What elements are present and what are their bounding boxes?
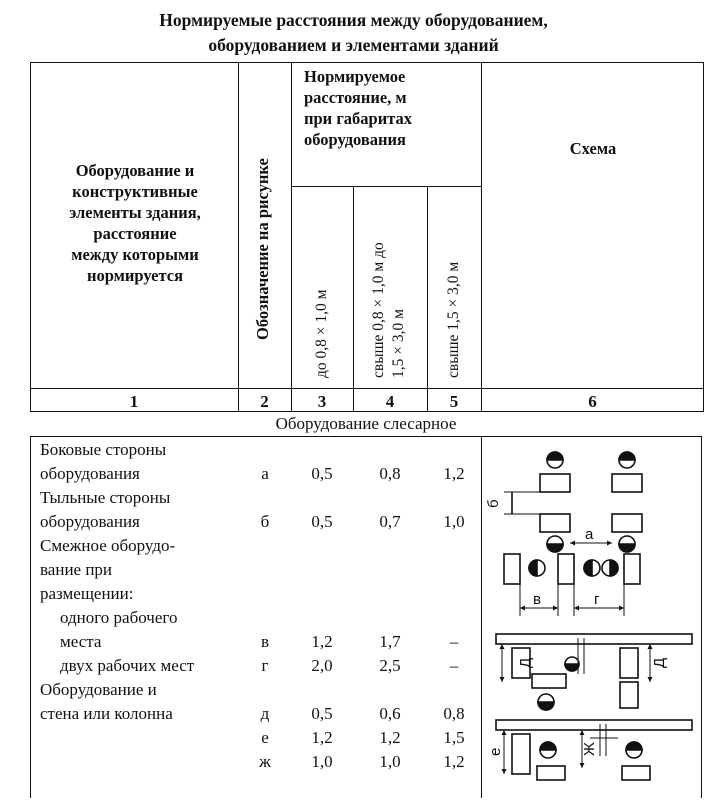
machine-rect — [620, 648, 638, 678]
row-value: 0,6 — [379, 704, 401, 723]
worker-icon — [547, 536, 563, 552]
row-value: 0,8 — [379, 464, 401, 483]
row-mark: е — [261, 728, 269, 747]
schema-label-g: г — [594, 591, 600, 608]
machine-rect — [612, 514, 642, 532]
header-divider-3-4 — [353, 186, 354, 412]
row-value: – — [449, 632, 459, 651]
table-title — [0, 8, 707, 58]
schema-label-b: б — [485, 499, 502, 508]
header-divider-5-6 — [481, 62, 482, 412]
header-col1-line: Оборудование и — [75, 161, 195, 180]
header-col4-line1: свыше 0,8 × 1,0 м до — [370, 242, 387, 378]
row-value: 1,5 — [443, 728, 465, 747]
machine-rect — [512, 734, 530, 774]
header-col1-line: расстояние — [93, 224, 177, 243]
row-text: Смежное оборудо- — [40, 536, 176, 555]
row-value: 0,5 — [311, 512, 333, 531]
column-number-6: 6 — [588, 392, 597, 411]
header-divider-2-3 — [291, 62, 292, 412]
row-value: 2,5 — [379, 656, 401, 675]
header-group-line: Нормируемое — [304, 67, 406, 86]
row-value: 0,5 — [311, 704, 333, 723]
header-col1-line: между которыми — [71, 245, 199, 264]
row-value: 1,2 — [379, 728, 401, 747]
machine-rect — [624, 554, 640, 584]
header-col1-line: конструктивные — [72, 182, 198, 201]
row-text: Боковые стороны — [40, 440, 167, 459]
title-line-2: оборудованием и элементами зданий — [208, 35, 499, 55]
header-col1-line: нормируется — [86, 266, 183, 285]
row-value: 1,0 — [379, 752, 401, 771]
machine-rect — [540, 514, 570, 532]
header-col1-line: элементы здания, — [69, 203, 201, 222]
row-value: 1,2 — [311, 632, 333, 651]
section-caption: Оборудование слесарное — [275, 414, 457, 433]
group-header-underline — [291, 186, 481, 187]
machine-rect — [558, 554, 574, 584]
header-group-line: расстояние, м — [304, 88, 407, 107]
column-number-5: 5 — [449, 392, 459, 411]
wall-rect — [496, 634, 692, 644]
header-col1 — [32, 160, 238, 286]
title-line-1: Нормируемые расстояния между оборудованием, — [159, 10, 548, 30]
column-number-1: 1 — [129, 392, 139, 411]
schema-label-e: е — [487, 747, 504, 756]
row-value: – — [449, 656, 459, 675]
worker-icon — [538, 694, 554, 710]
body-divider-right — [701, 436, 702, 798]
body-divider-left — [30, 436, 31, 798]
column-number-4: 4 — [385, 392, 395, 411]
schema-label-v: в — [533, 591, 541, 608]
machine-rect — [537, 766, 565, 780]
worker-icon — [565, 657, 579, 671]
schema-label-zh: Ж — [581, 742, 598, 756]
header-col3: до 0,8 × 1,0 м — [313, 289, 330, 378]
machine-rect — [504, 554, 520, 584]
header-col6: Схема — [569, 139, 617, 158]
header-group-line: при габаритах — [304, 109, 413, 128]
row-mark: ж — [259, 752, 271, 771]
row-text: оборудования — [40, 512, 140, 531]
row-value: 1,2 — [443, 752, 465, 771]
machine-rect — [620, 682, 638, 708]
worker-icon — [529, 560, 545, 576]
machine-rect — [532, 674, 566, 688]
layout-schema — [482, 438, 700, 798]
body-top-line — [30, 436, 702, 437]
row-text: оборудования — [40, 464, 140, 483]
row-text: вание при — [40, 560, 113, 579]
row-mark: д — [260, 704, 270, 723]
header-col4-line2: 1,5 × 3,0 м — [390, 309, 407, 378]
row-text: размещении: — [40, 584, 134, 603]
schema-label-a: а — [585, 526, 594, 543]
worker-icon — [619, 452, 635, 468]
row-text: одного рабочего — [60, 608, 178, 627]
row-text: стена или колонна — [40, 704, 173, 723]
worker-icon — [540, 742, 556, 758]
header-divider-1-2 — [238, 62, 239, 412]
row-value: 1,7 — [379, 632, 401, 651]
worker-icon — [602, 560, 618, 576]
header-group — [304, 66, 480, 150]
row-text: двух рабочих мест — [60, 656, 195, 675]
column-number-2: 2 — [260, 392, 269, 411]
row-value: 1,0 — [311, 752, 333, 771]
header-group-line: оборудования — [304, 130, 406, 149]
row-value: 1,2 — [443, 464, 465, 483]
row-mark: в — [260, 632, 270, 651]
machine-rect — [540, 474, 570, 492]
header-col5: свыше 1,5 × 3,0 м — [445, 261, 462, 378]
worker-icon — [584, 560, 600, 576]
column-number-3: 3 — [317, 392, 327, 411]
row-text: места — [60, 632, 102, 651]
row-text: Оборудование и — [40, 680, 157, 699]
row-mark: а — [261, 464, 269, 483]
schema-label-d2: Д — [651, 657, 668, 668]
row-value: 1,2 — [311, 728, 333, 747]
wall-rect — [496, 720, 692, 730]
row-value: 0,8 — [443, 704, 465, 723]
row-value: 2,0 — [311, 656, 333, 675]
machine-rect — [622, 766, 650, 780]
machine-rect — [612, 474, 642, 492]
worker-icon — [626, 742, 642, 758]
worker-icon — [619, 536, 635, 552]
row-mark: б — [260, 512, 270, 531]
header-col2: Обозначение на рисунке — [253, 158, 272, 340]
worker-icon — [547, 452, 563, 468]
row-mark: г — [261, 656, 269, 675]
row-value: 0,7 — [379, 512, 401, 531]
row-text: Тыльные стороны — [40, 488, 171, 507]
row-value: 1,0 — [443, 512, 465, 531]
column-numbers-line — [30, 388, 704, 389]
schema-label-d1: Д — [517, 657, 534, 668]
header-divider-4-5 — [427, 186, 428, 412]
row-value: 0,5 — [311, 464, 333, 483]
